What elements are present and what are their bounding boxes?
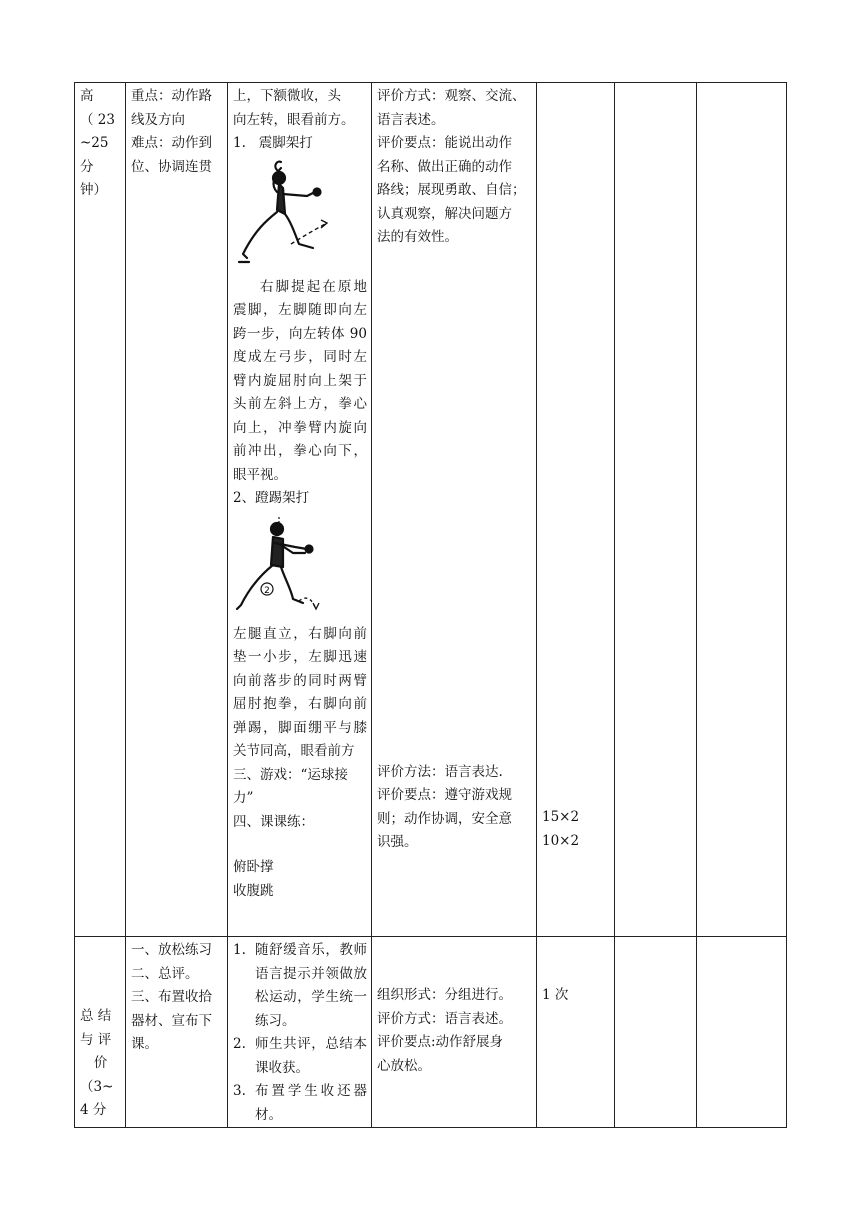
stage-line: 高 bbox=[80, 88, 94, 104]
amount-line: 1 次 bbox=[542, 987, 569, 1003]
eval-line: 评价方式：语言表述。 bbox=[377, 1010, 512, 1027]
list-item bbox=[233, 939, 367, 1033]
content-cell bbox=[228, 937, 372, 1128]
amount-line: 10×2 bbox=[542, 832, 580, 849]
svg-text:2: 2 bbox=[264, 585, 270, 596]
step-number: 2. bbox=[233, 1036, 246, 1052]
step-list bbox=[233, 939, 367, 1127]
eval-line: 评价方式：观察、交流、 bbox=[377, 88, 526, 104]
eval-line: 组织形式：分组进行。 bbox=[377, 987, 512, 1003]
eval-line: 识强。 bbox=[377, 834, 418, 850]
focus-line: 二、总评。 bbox=[131, 965, 199, 982]
stage-line: 与 评 bbox=[80, 1031, 112, 1048]
amount-cell bbox=[537, 937, 615, 1128]
table-row bbox=[75, 83, 787, 937]
list-item bbox=[233, 1033, 367, 1080]
focus-line: 课。 bbox=[131, 1036, 158, 1052]
table-row bbox=[75, 937, 787, 1128]
stage-line: 4 分 bbox=[80, 1102, 107, 1118]
stage-line: 分 bbox=[80, 158, 94, 175]
move1-description: 右脚提起在原地震脚，左脚随即向左跨一步，向左转体 90 度成左弓步，同时左臂内旋屈肘向上架于头前左斜上方，拳心向上，冲拳臂内旋向前冲出，拳心向下，眼平视。 bbox=[233, 278, 367, 483]
focus-line: 重点：动作路 bbox=[131, 88, 212, 104]
focus-cell bbox=[126, 937, 228, 1128]
move2-figure bbox=[233, 513, 325, 617]
focus-line: 难点：动作到 bbox=[131, 135, 212, 151]
focus-line: 三、布置收拾 bbox=[131, 989, 212, 1005]
practice-title: 四、课课练： bbox=[233, 813, 314, 830]
stage-line: ~25 bbox=[80, 135, 109, 151]
evaluation-cell bbox=[372, 83, 537, 937]
eval-line: 评价方法：语言表达. bbox=[377, 763, 503, 780]
amount-cell bbox=[537, 83, 615, 937]
step-text: 随舒缓音乐，教师语言提示并领做放松运动，学生统一练习。 bbox=[255, 942, 367, 1029]
move2-title: 2、蹬踢架打 bbox=[233, 490, 310, 506]
eval-line: 路线；展现勇敢、自信； bbox=[377, 182, 526, 198]
eval-line: 语言表述。 bbox=[377, 111, 445, 128]
eval-line: 评价要点:动作舒展身 bbox=[377, 1034, 504, 1050]
eval-line: 则；动作协调，安全意 bbox=[377, 810, 512, 827]
move1-number: 1. bbox=[233, 135, 246, 151]
empty-cell bbox=[615, 937, 697, 1128]
eval-line: 认真观察，解决问题方 bbox=[377, 205, 512, 222]
amount-line: 15×2 bbox=[542, 809, 580, 825]
stage-cell bbox=[75, 937, 126, 1128]
move2-description: 左腿直立，右脚向前垫一小步，左脚迅速向前落步的同时两臂屈肘抱拳，右脚向前弹踢，脚面绷平与膝关节同高，眼看前方 bbox=[233, 625, 367, 759]
step-number: 3. bbox=[233, 1083, 246, 1099]
list-item bbox=[233, 1080, 367, 1127]
stage-line: （ 23 bbox=[80, 111, 115, 128]
stage-line: 总 结 bbox=[80, 1008, 112, 1024]
eval-line: 评价要点：能说出动作 bbox=[377, 135, 512, 151]
empty-cell bbox=[615, 83, 697, 937]
stage-line: 钟） bbox=[80, 182, 107, 198]
focus-line: 线及方向 bbox=[131, 111, 185, 128]
step-text: 布置学生收还器材。 bbox=[255, 1083, 367, 1123]
focus-line: 一、放松练习 bbox=[131, 942, 212, 958]
eval-line: 心放松。 bbox=[377, 1057, 431, 1074]
content-line: 向左转，眼看前方。 bbox=[233, 111, 355, 128]
eval-line: 法的有效性。 bbox=[377, 229, 458, 245]
stage-cell bbox=[75, 83, 126, 937]
stage-line: （3~ bbox=[80, 1078, 114, 1095]
empty-cell bbox=[697, 83, 787, 937]
evaluation-cell bbox=[372, 937, 537, 1128]
move1-heading bbox=[233, 132, 367, 156]
lesson-plan-table bbox=[74, 82, 787, 1128]
move1-figure bbox=[233, 158, 329, 270]
empty-cell bbox=[697, 937, 787, 1128]
step-number: 1. bbox=[233, 942, 246, 958]
game-line: 三、游戏：“运球接力” bbox=[233, 766, 348, 806]
focus-line: 位、协调连贯 bbox=[131, 158, 212, 175]
practice-item: 俯卧撑 bbox=[233, 859, 274, 875]
content-cell bbox=[228, 83, 372, 937]
move1-title: 震脚架打 bbox=[258, 135, 313, 151]
eval-line: 评价要点：遵守游戏规 bbox=[377, 787, 512, 803]
practice-item: 收腹跳 bbox=[233, 882, 274, 899]
focus-cell bbox=[126, 83, 228, 937]
focus-line: 器材、宣布下 bbox=[131, 1012, 212, 1029]
stage-line: 价 bbox=[93, 1055, 108, 1071]
step-text: 师生共评，总结本课收获。 bbox=[255, 1036, 367, 1076]
content-line: 上，下额微收，头 bbox=[233, 88, 341, 104]
eval-line: 名称、做出正确的动作 bbox=[377, 158, 512, 175]
